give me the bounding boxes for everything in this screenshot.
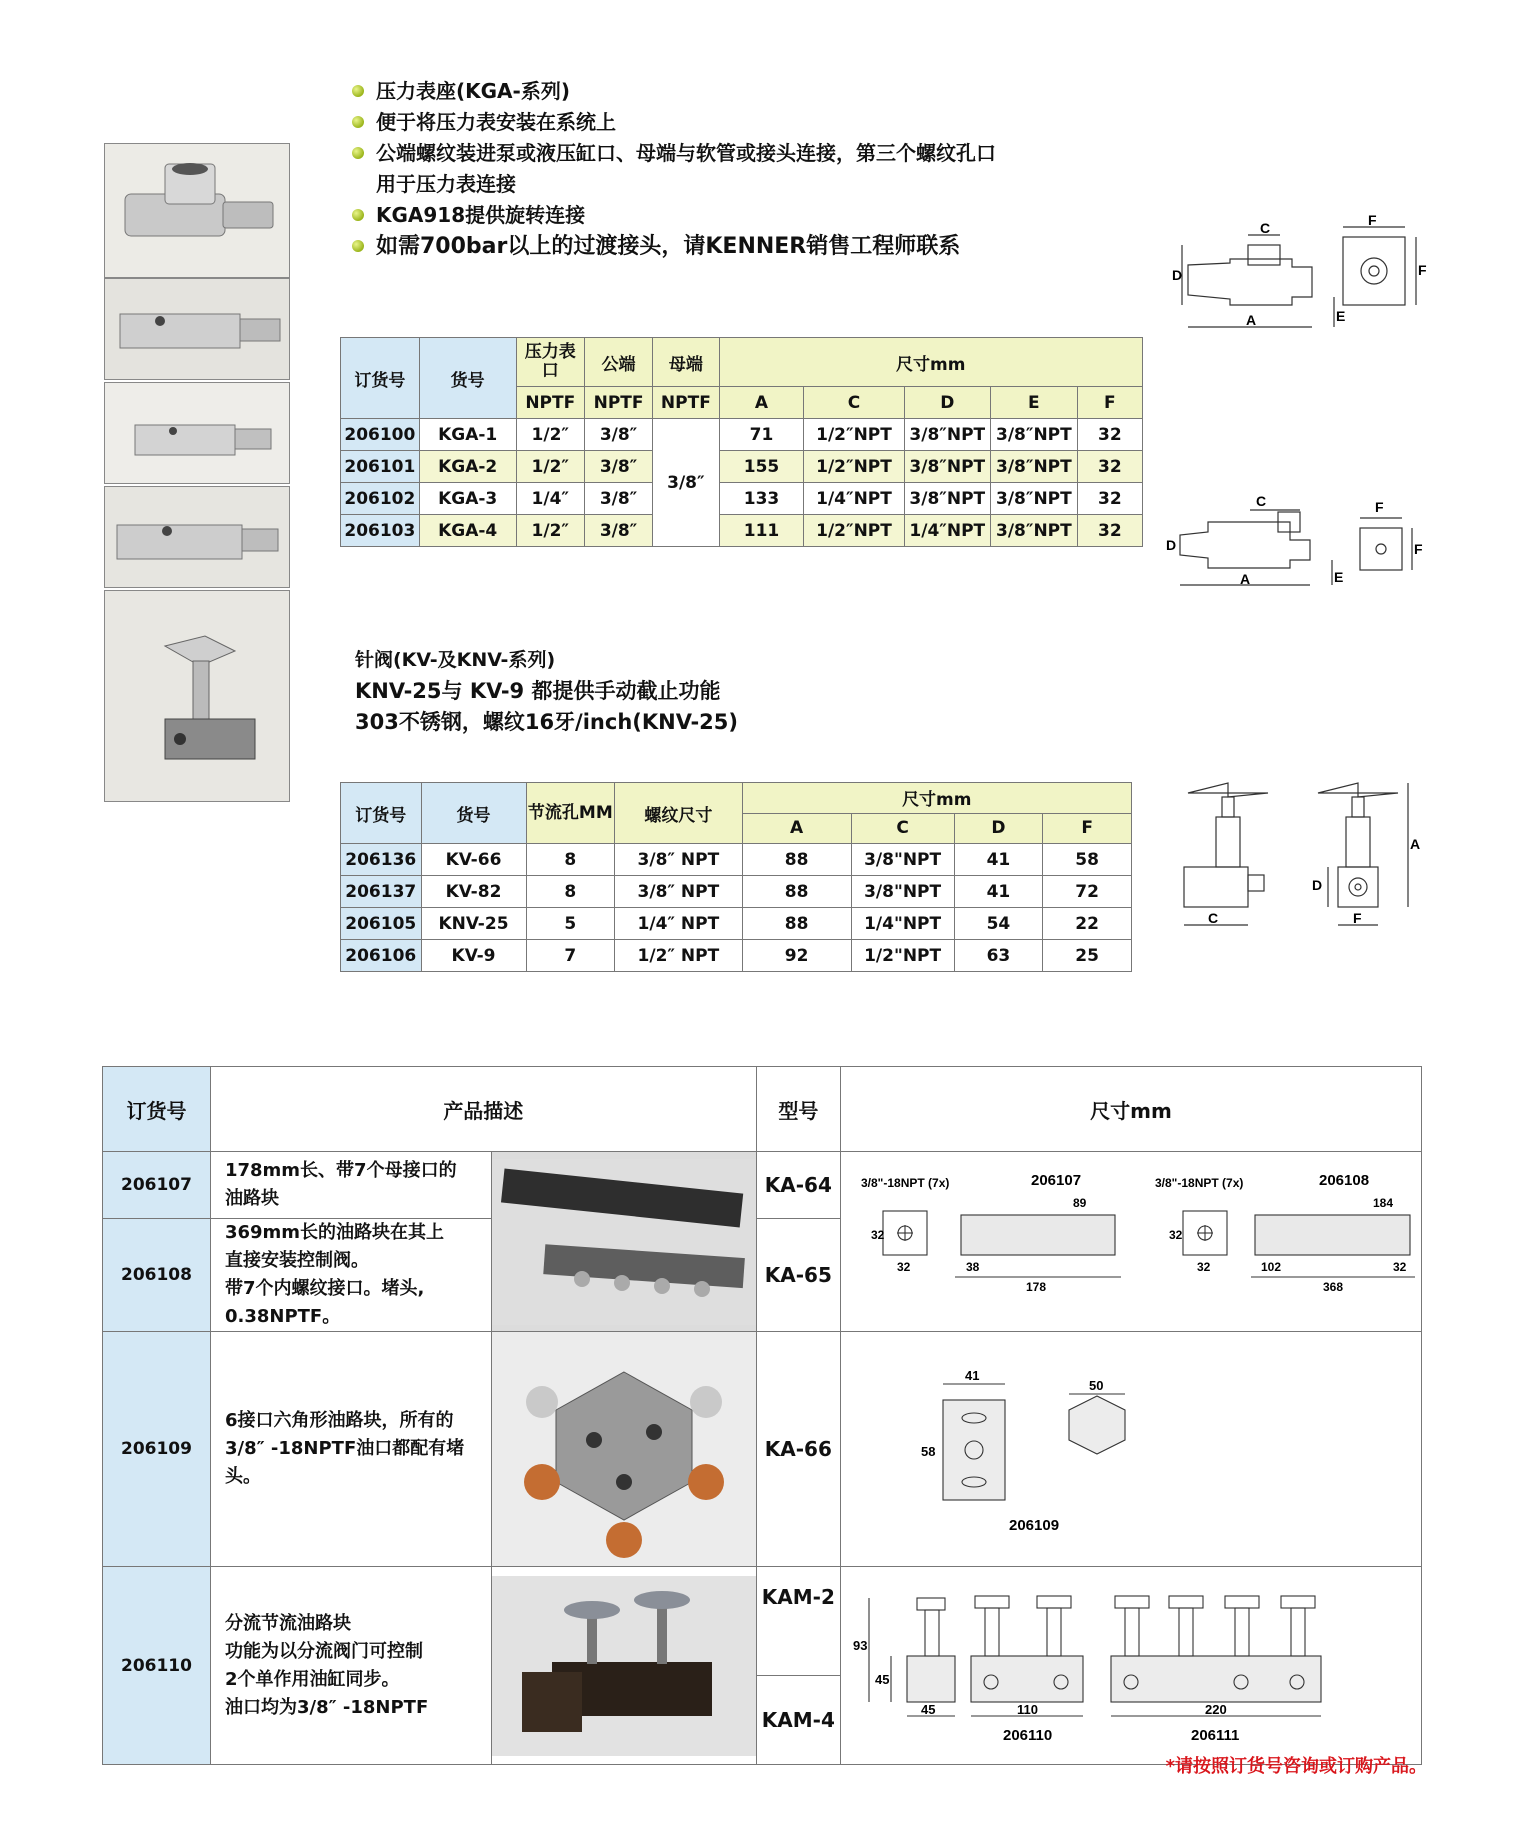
svg-text:93: 93 bbox=[853, 1637, 868, 1653]
col-order-no: 订货号 bbox=[341, 783, 422, 844]
kv-line: 303不锈钢，螺纹16牙/inch(KNV-25) bbox=[355, 710, 738, 734]
table-row: 206110 分流节流油路块 功能为以分流阀门可控制 2个单作用油缸同步。 油口均为3/8″ -18NPTF KAM-2 93 45 45 110 206110 220 206111 bbox=[103, 1567, 1422, 1676]
svg-text:102: 102 bbox=[1261, 1259, 1282, 1274]
col-a: A bbox=[742, 813, 851, 844]
bullet-icon bbox=[352, 209, 364, 221]
col-d: D bbox=[954, 813, 1043, 844]
col-female: 母端 bbox=[653, 338, 719, 387]
svg-text:45: 45 bbox=[921, 1701, 936, 1717]
col-gauge-port: 压力表口 bbox=[516, 338, 584, 387]
col-dimensions: 尺寸mm bbox=[841, 1067, 1422, 1152]
svg-text:C: C bbox=[1260, 220, 1271, 236]
svg-text:50: 50 bbox=[1089, 1378, 1104, 1393]
table-row: 206137 KV-82 8 3/8″ NPT 88 3/8"NPT 41 72 bbox=[341, 876, 1132, 908]
svg-text:38: 38 bbox=[966, 1259, 980, 1274]
product-photo-flow-divider bbox=[491, 1567, 756, 1765]
col-order-no: 订货号 bbox=[103, 1067, 211, 1152]
col-thread: 螺纹尺寸 bbox=[615, 783, 742, 844]
col-c: C bbox=[851, 813, 954, 844]
svg-text:F: F bbox=[1414, 541, 1423, 557]
svg-text:F: F bbox=[1353, 910, 1362, 926]
svg-text:E: E bbox=[1334, 569, 1344, 585]
table-row: 206107 178mm长、带7个母接口的 油路块 KA-64 3/8"-18NPT (7x) 206107 89 32 32 38 178 3/8"-18NPT (7x) 206108 184 32 32 102 32 368 bbox=[103, 1152, 1422, 1219]
table-row: 206109 6接口六角形油路块，所有的 3/8″ -18NPTF油口都配有堵 头。 KA-66 41 58 50 206109 bbox=[103, 1332, 1422, 1567]
bullet-icon bbox=[352, 240, 364, 252]
product-photo-kga-2 bbox=[104, 278, 290, 380]
col-f: F bbox=[1043, 813, 1132, 844]
product-photo-hex-manifold bbox=[491, 1332, 756, 1567]
kga-dimension-diagram-1 bbox=[1160, 215, 1430, 335]
col-model: 型号 bbox=[756, 1067, 840, 1152]
table-row: 206136 KV-66 8 3/8″ NPT 88 3/8"NPT 41 58 bbox=[341, 844, 1132, 876]
svg-text:89: 89 bbox=[1073, 1195, 1087, 1210]
col-model: 货号 bbox=[419, 338, 516, 419]
svg-text:D: D bbox=[1172, 267, 1183, 283]
svg-text:E: E bbox=[1336, 308, 1346, 324]
product-photo-manifold-ka64-65 bbox=[491, 1152, 756, 1332]
svg-text:220: 220 bbox=[1205, 1701, 1227, 1717]
col-e: E bbox=[991, 387, 1078, 419]
col-c: C bbox=[804, 387, 904, 419]
svg-text:110: 110 bbox=[1017, 1701, 1038, 1717]
kv-dimension-diagram bbox=[1170, 775, 1430, 935]
kv-line: KNV-25与 KV-9 都提供手动截止功能 bbox=[355, 679, 721, 703]
product-photo-kga-1 bbox=[104, 143, 290, 278]
svg-text:32: 32 bbox=[1393, 1259, 1407, 1274]
svg-text:A: A bbox=[1240, 571, 1251, 587]
svg-text:C: C bbox=[1208, 910, 1219, 926]
col-orifice: 节流孔MM bbox=[526, 783, 615, 844]
footnote: *请按照订货号咨询或订购产品。 bbox=[1165, 1756, 1427, 1777]
col-a: A bbox=[719, 387, 804, 419]
table-row: 206103 KGA-4 1/2″ 3/8″ 111 1/2″NPT 1/4″NPT 3/8″NPT 32 bbox=[341, 515, 1143, 547]
svg-text:3/8"-18NPT (7x): 3/8"-18NPT (7x) bbox=[861, 1175, 950, 1190]
table-row: 206105 KNV-25 5 1/4″ NPT 88 1/4"NPT 54 22 bbox=[341, 908, 1132, 940]
svg-text:D: D bbox=[1166, 537, 1177, 553]
table-row: 206106 KV-9 7 1/2″ NPT 92 1/2"NPT 63 25 bbox=[341, 940, 1132, 972]
svg-text:D: D bbox=[1312, 877, 1323, 893]
bullet-icon bbox=[352, 147, 364, 159]
svg-text:206110: 206110 bbox=[1003, 1726, 1053, 1744]
col-npt: NPTF bbox=[653, 387, 719, 419]
svg-text:F: F bbox=[1375, 499, 1384, 515]
svg-text:206109: 206109 bbox=[1009, 1517, 1060, 1534]
product-photo-kga-4 bbox=[104, 486, 290, 588]
kga-feature-list bbox=[350, 76, 1090, 262]
manifold-drawing-206110-206111 bbox=[841, 1567, 1422, 1765]
svg-text:32: 32 bbox=[1169, 1227, 1183, 1242]
col-dimensions: 尺寸mm bbox=[742, 783, 1131, 814]
col-order-no: 订货号 bbox=[341, 338, 420, 419]
svg-text:3/8"-18NPT (7x): 3/8"-18NPT (7x) bbox=[1155, 1175, 1244, 1190]
col-description: 产品描述 bbox=[210, 1067, 756, 1152]
svg-text:32: 32 bbox=[897, 1259, 911, 1274]
col-d: D bbox=[904, 387, 991, 419]
svg-text:58: 58 bbox=[921, 1444, 936, 1459]
svg-text:178: 178 bbox=[1026, 1279, 1047, 1294]
svg-text:184: 184 bbox=[1373, 1195, 1394, 1210]
svg-text:32: 32 bbox=[871, 1227, 885, 1242]
table-row: 206108 369mm长的油路块在其上 直接安装控制阀。 带7个内螺纹接口。堵头, 0.38NPTF。 KA-65 bbox=[103, 1219, 1422, 1332]
svg-text:206108: 206108 bbox=[1319, 1171, 1370, 1189]
gauge-adapter-image bbox=[105, 144, 289, 277]
feature-item: KGA918提供旋转连接 bbox=[350, 200, 1090, 231]
col-male: 公端 bbox=[584, 338, 652, 387]
product-photo-needle-valve bbox=[104, 590, 290, 802]
kga-dimension-diagram-2 bbox=[1160, 490, 1430, 595]
kv-spec-table bbox=[340, 782, 1132, 972]
manifold-table bbox=[102, 1066, 1422, 1765]
bullet-icon bbox=[352, 85, 364, 97]
col-f: F bbox=[1077, 387, 1142, 419]
kga-spec-table bbox=[340, 337, 1143, 547]
table-row: KAM-4 bbox=[103, 1676, 1422, 1765]
table-row: 206102 KGA-3 1/4″ 3/8″ 133 1/4″NPT 3/8″NPT 3/8″NPT 32 bbox=[341, 483, 1143, 515]
feature-item: 便于将压力表安装在系统上 bbox=[350, 107, 1090, 138]
feature-item-continued: 用于压力表连接 bbox=[376, 172, 516, 196]
table-row: 206100 KGA-1 1/2″ 3/8″ 3/8″ 71 1/2″NPT 3/8″NPT 3/8″NPT 32 bbox=[341, 419, 1143, 451]
col-model: 货号 bbox=[421, 783, 526, 844]
svg-text:41: 41 bbox=[965, 1368, 980, 1383]
svg-text:206107: 206107 bbox=[1031, 1171, 1082, 1189]
product-photo-kga-3 bbox=[104, 382, 290, 484]
col-npt: NPTF bbox=[584, 387, 652, 419]
kv-heading: 针阀(KV-及KNV-系列) bbox=[355, 649, 556, 671]
svg-text:A: A bbox=[1246, 312, 1257, 328]
svg-text:206111: 206111 bbox=[1191, 1726, 1240, 1744]
svg-text:45: 45 bbox=[875, 1671, 890, 1687]
svg-text:368: 368 bbox=[1323, 1279, 1344, 1294]
bullet-icon bbox=[352, 116, 364, 128]
feature-item: 如需700bar以上的过渡接头，请KENNER销售工程师联系 bbox=[350, 231, 1090, 262]
col-dimensions: 尺寸mm bbox=[719, 338, 1142, 387]
col-npt: NPTF bbox=[516, 387, 584, 419]
svg-text:32: 32 bbox=[1197, 1259, 1211, 1274]
female-shared-cell: 3/8″ bbox=[653, 419, 719, 547]
feature-item: 压力表座(KGA-系列) bbox=[350, 76, 1090, 107]
feature-item: 公端螺纹装进泵或液压缸口、母端与软管或接头连接，第三个螺纹孔口 bbox=[350, 138, 1090, 169]
manifold-drawing-206107-206108 bbox=[841, 1152, 1422, 1332]
manifold-drawing-206109 bbox=[841, 1332, 1422, 1567]
svg-text:F: F bbox=[1368, 215, 1377, 228]
svg-text:C: C bbox=[1256, 493, 1267, 509]
kv-description bbox=[355, 645, 915, 738]
table-row: 206101 KGA-2 1/2″ 3/8″ 155 1/2″NPT 3/8″NPT 3/8″NPT 32 bbox=[341, 451, 1143, 483]
svg-text:A: A bbox=[1410, 836, 1421, 852]
svg-text:F: F bbox=[1418, 262, 1427, 278]
